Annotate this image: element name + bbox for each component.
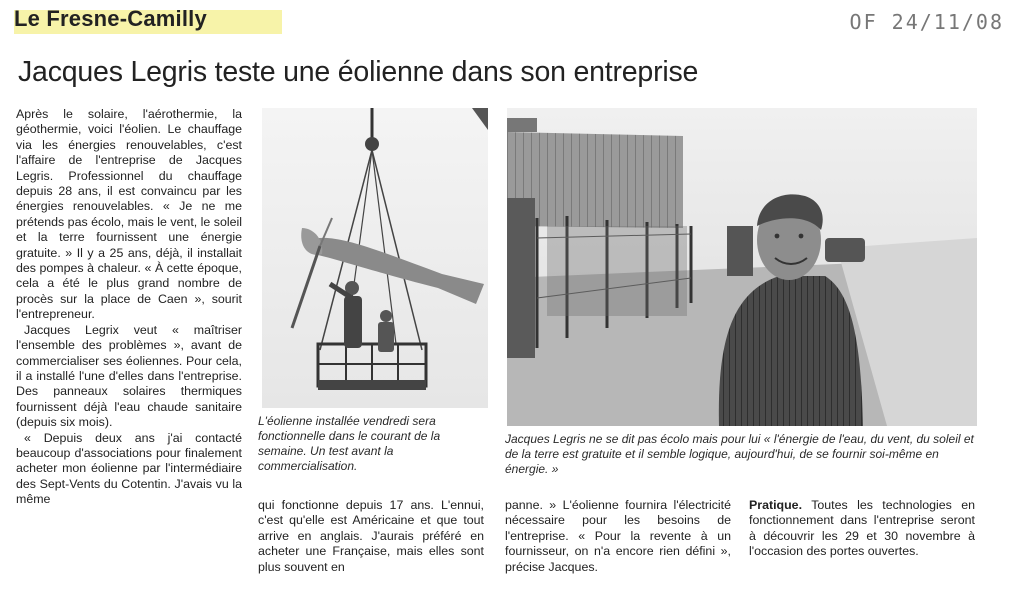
photo-wind-turbine	[262, 108, 488, 408]
article-column-4	[749, 498, 975, 590]
article-column-1	[16, 107, 242, 585]
locality-title: Le Fresne-Camilly	[14, 6, 207, 31]
photo-caption-legris: Jacques Legris ne se dit pas écolo mais pour lui « l'énergie de l'eau, du vent, du soleil et de la terre est gratuite et il semble logique, aujourd'hui, de se fournir soi-même en énergie. »	[505, 432, 974, 476]
locality-header	[14, 6, 207, 32]
article-column-3	[505, 498, 731, 590]
paragraph: « Depuis deux ans j'ai contacté beaucoup d'associations pour finalement acheter mon éolienne par l'intermédiaire des Sept-Vents du Cotentin. J'avais vu la même	[16, 430, 242, 507]
paragraph: qui fonctionne depuis 17 ans. L'ennui, c'est qu'elle est Américaine et que tout arrive en anglais. J'aurais préféré en acheter une Française, mais elles sont plus souvent en	[258, 498, 484, 574]
handwritten-note: OF 24/11/08	[849, 10, 1004, 34]
photo-jacques-legris	[507, 108, 977, 426]
paragraph: Après le solaire, l'aérothermie, la géothermie, voici l'éolien. Le chauffage via les énergies renouvelables, c'est l'affaire de l'entreprise de Jacques Legris. Professionnel du chauffage depuis 28 ans, il est convaincu par les énergies renouvelables. « Je ne me prétends pas écolo, mais le vent, le soleil et la terre fournissent une énergie gratuite. » Il y a 25 ans, déjà, il installait des pompes à chaleur. « À cette époque, cela a été le plus grand nombre de procès sur la place de Caen », sourit l'entrepreneur.	[16, 107, 242, 322]
article-headline: Jacques Legris teste une éolienne dans son entreprise	[18, 56, 699, 88]
article-column-2	[258, 498, 484, 590]
paragraph: panne. » L'éolienne fournira l'électricité nécessaire pour les besoins de l'entreprise. « Pour la revente à un fournisseur, on n'a encore rien défini », précise Jacques.	[505, 498, 731, 574]
lead-in: Pratique.	[749, 498, 803, 512]
paragraph	[749, 498, 975, 560]
paragraph-body: Toutes les technologies en fonctionnement dans l'entreprise seront à découvrir les 29 et 30 novembre à l'occasion des portes ouvertes.	[749, 498, 975, 559]
photo-caption-turbine: L'éolienne installée vendredi sera fonctionnelle dans le courant de la semaine. Un test avant la commercialisation.	[258, 414, 441, 473]
paragraph: Jacques Legrix veut « maîtriser l'ensemble des problèmes », avant de commercialiser ses éoliennes. Pour cela, il a installé l'une d'elles dans l'entreprise. Des panneaux solaires thermiques fournissent déjà l'eau chaude sanitaire (depuis six mois).	[16, 322, 242, 430]
